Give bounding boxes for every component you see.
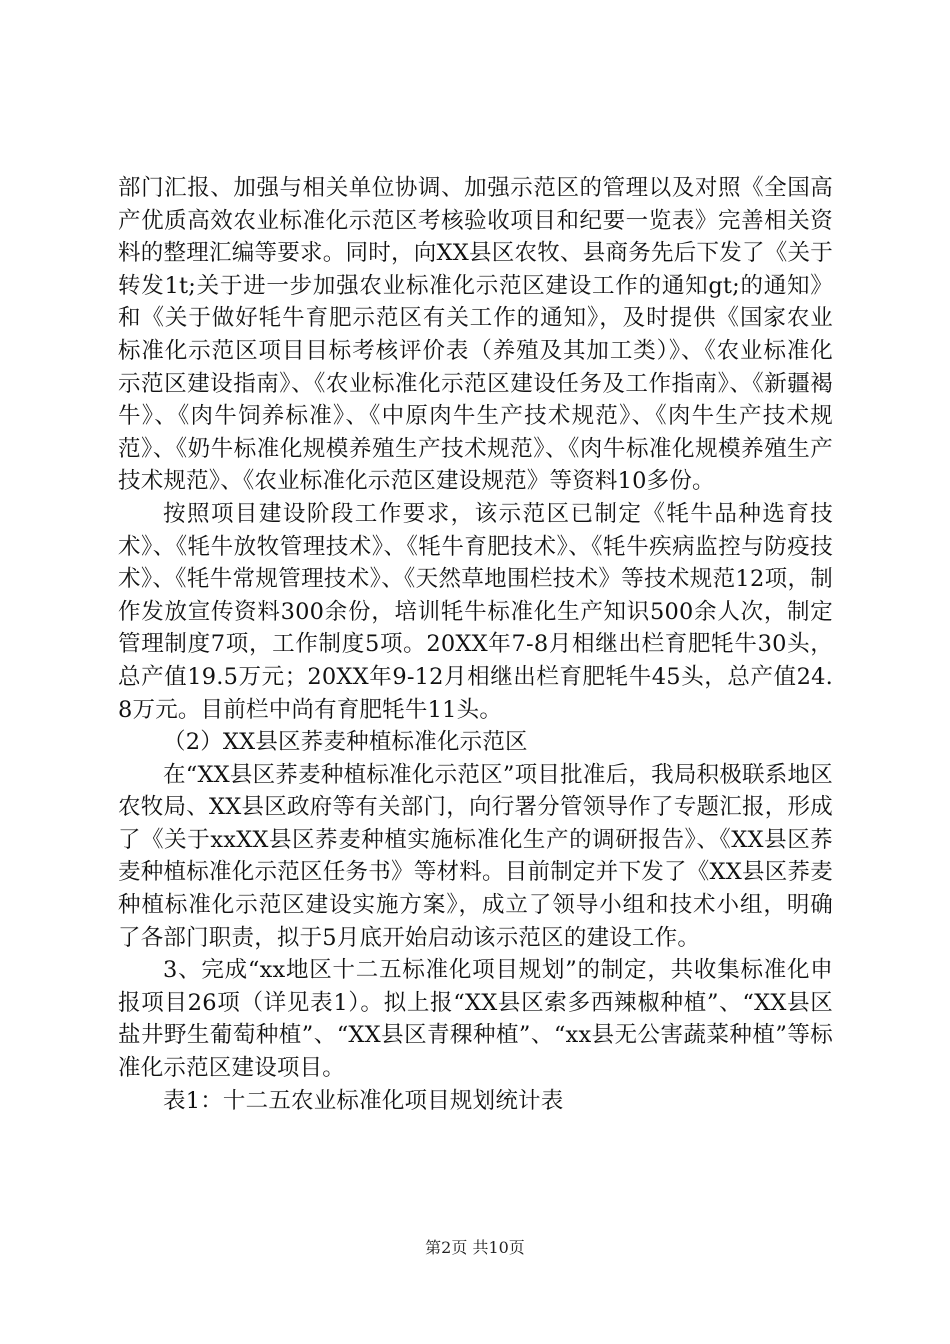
paragraph-buckwheat-project: 在“XX县区荞麦种植标准化示范区”项目批准后，我局积极联系地区农牧局、XX县区政府等有关部门，向行署分管领导作了专题汇报，形成了《关于xxXX县区荞麦种植实施标准化生产的调研报告》、《XX县区荞麦种植标准化示范区任务书》等材料。目前制定并下发了《XX县区荞麦种植标准化示范区建设实施方案》，成立了领导小组和技术小组，明确了各部门职责，拟于5月底开始启动该示范区的建设工作。 bbox=[118, 761, 833, 951]
table-caption: 表1：十二五农业标准化项目规划统计表 bbox=[163, 1087, 564, 1114]
page-number-footer: 第2页 共10页 bbox=[425, 1238, 525, 1257]
section-heading-buckwheat: （2）XX县区荞麦种植标准化示范区 bbox=[163, 729, 528, 756]
document-body bbox=[118, 172, 833, 1117]
paragraph-yak-demonstration-progress: 按照项目建设阶段工作要求，该示范区已制定《牦牛品种选育技术》、《牦牛放牧管理技术》、《牦牛育肥技术》、《牦牛疾病监控与防疫技术》、《牦牛常规管理技术》、《天然草地围栏技术》等技术规范12项，制作发放宣传资料300余份，培训牦牛标准化生产知识500余人次，制定管理制度7项，工作制度5项。20XX年7-8月相继出栏育肥牦牛30头，总产值19.5万元；20XX年9-12月相继出栏育肥牦牛45头，总产值24.8万元。目前栏中尚有育肥牦牛11头。 bbox=[118, 500, 833, 723]
paragraph-outreach-materials: 部门汇报、加强与相关单位协调、加强示范区的管理以及对照《全国高产优质高效农业标准化示范区考核验收项目和纪要一览表》完善相关资料的整理汇编等要求。同时，向XX县区农牧、县商务先后下发了《关于转发1t;关于进一步加强农业标准化示范区建设工作的通知gt;的通知》和《关于做好牦牛育肥示范区有关工作的通知》，及时提供《国家农业标准化示范区项目目标考核评价表（养殖及其加工类）》、《农业标准化示范区建设指南》、《农业标准化示范区建设任务及工作指南》、《新疆褐牛》、《肉牛饲养标准》、《中原肉牛生产技术规范》、《肉牛生产技术规范》、《奶牛标准化规模养殖生产技术规范》、《肉牛标准化规模养殖生产技术规范》、《农业标准化示范区建设规范》等资料10多份。 bbox=[118, 175, 833, 495]
paragraph-twelfth-five-year-plan: 3、完成“xx地区十二五标准化项目规划”的制定，共收集标准化申报项目26项（详见表1）。拟上报“XX县区索多西辣椒种植”、“XX县区盐井野生葡萄种植”、“XX县区青稞种植”、“xx县无公害蔬菜种植”等标准化示范区建设项目。 bbox=[118, 957, 833, 1082]
